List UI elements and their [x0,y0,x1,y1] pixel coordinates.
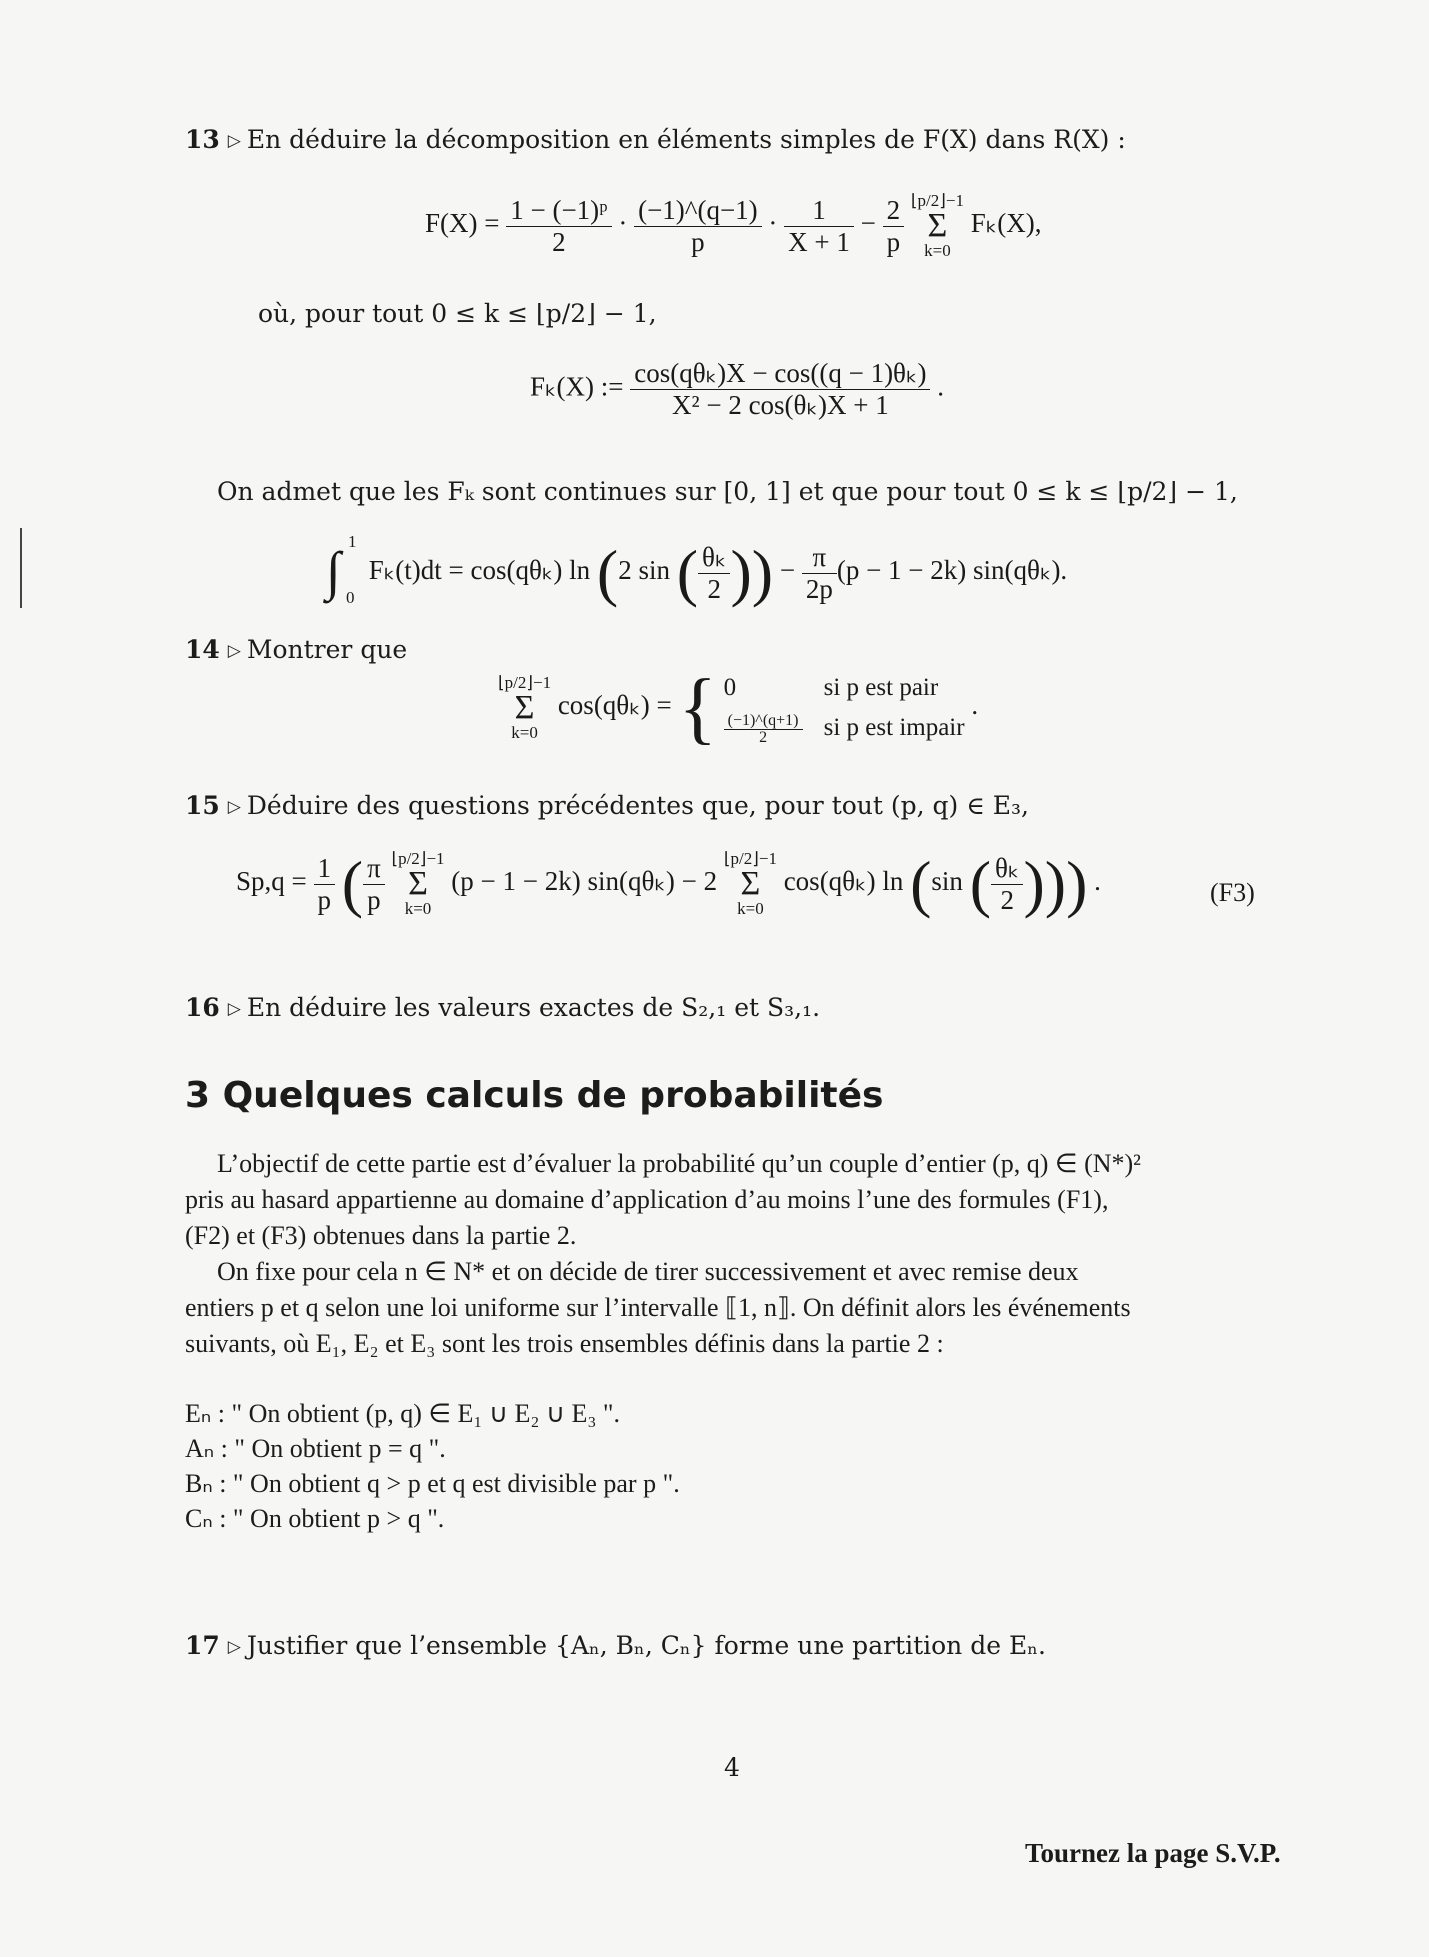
question-number: 16 [185,993,220,1022]
numerator: (−1)^(q−1) [634,195,762,227]
where-clause: où, pour tout 0 ≤ k ≤ ⌊p/2⌋ − 1, [258,299,657,328]
minus: − [860,208,876,239]
paragraph-line: L’objectif de cette partie est d’évaluer la probabilité qu’un couple d’entier (p, q) ∈ (N*)² [217,1149,1141,1178]
intro-paragraph [185,1146,1295,1254]
paren: ) [1044,848,1067,919]
sum-operator [724,850,777,918]
sum-operator [911,192,964,260]
numerator: cos(qθₖ)X − cos((q − 1)θₖ) [630,358,930,390]
question-15 [185,790,1029,823]
numerator: π [802,542,837,574]
integral-lower: 0 [346,588,355,607]
question-text: En déduire la décomposition en éléments simples de F(X) dans R(X) : [246,125,1126,154]
triangle-icon: ▷ [227,1637,241,1657]
denominator: 2p [805,573,833,604]
numerator: 1 − (−1)ᵖ [506,195,611,227]
fraction [802,542,837,605]
paren: ( [969,848,991,919]
question-number: 13 [185,125,220,154]
question-text: En déduire les valeurs exactes de S₂,₁ et S₃,₁. [246,993,821,1022]
question-17 [185,1630,1046,1663]
numerator: 1 [314,853,336,885]
event-item: Cₙ : " On obtient p > q ". [185,1504,445,1533]
triangle-icon: ▷ [227,641,241,661]
fraction [634,195,762,258]
period: . [937,371,944,402]
question-text: Justifier que l’ensemble {Aₙ, Bₙ, Cₙ} forme une partition de Eₙ. [246,1631,1046,1660]
denominator: p [886,226,901,257]
denominator: X² − 2 cos(θₖ)X + 1 [672,390,889,420]
fk-definition [530,358,944,421]
sum-upper: ⌊p/2⌋−1 [723,849,777,868]
case-fraction [724,713,824,746]
cases [724,668,965,748]
integral-body: Fₖ(t)dt = cos(qθₖ) ln [368,555,591,586]
paren: ) [1023,848,1045,919]
fx-tail: Fₖ(X), [970,208,1042,239]
denominator: 2 [759,728,768,746]
sigma: Σ [408,865,428,902]
s-sin: sin [931,866,963,897]
question-13 [185,124,1126,157]
brace: { [678,664,717,752]
denominator: 2 [707,573,721,604]
fraction [630,358,930,421]
triangle-icon: ▷ [227,131,241,151]
fraction [314,853,336,916]
event-item: Bₙ : " On obtient q > p et q est divisible par p ". [185,1469,680,1498]
denominator: 2 [1000,884,1014,915]
paren: ( [910,848,932,919]
event-list [185,1396,680,1536]
fraction [698,542,730,605]
sum-lower: k=0 [511,723,538,742]
s-lhs: Sp,q = [236,866,307,897]
fraction [991,853,1023,916]
sum-lower: k=0 [404,899,432,918]
numerator: θₖ [991,853,1023,885]
cos-term: cos(qθₖ) = [557,690,672,721]
triangle-icon: ▷ [227,999,241,1019]
sigma: Σ [740,865,761,902]
dot: · [618,208,628,239]
numerator: (−1)^(q+1) [724,713,803,730]
denominator: p [367,884,381,915]
denominator: 2 [552,226,566,257]
event-item: Aₙ : " On obtient p = q ". [185,1434,446,1463]
turn-page-note: Tournez la page S.V.P. [1025,1838,1281,1868]
event-item: Eₙ : " On obtient (p, q) ∈ E₁ ∪ E₂ ∪ E₃ ". [185,1399,621,1428]
margin-mark [20,528,22,608]
paren: ) [730,537,752,608]
setup-paragraph [185,1254,1295,1362]
question-number: 14 [185,635,220,664]
triangle-icon: ▷ [227,797,241,817]
dot: · [768,208,778,239]
paragraph-line: pris au hasard appartienne au domaine d’application d’au moins l’une des formules (F1), [185,1185,1109,1214]
paren: ) [1066,848,1088,919]
page-number: 4 [724,1753,740,1782]
integral-sign: ∫ [326,541,341,601]
paren: ( [341,848,364,919]
integral-formula [322,532,1068,608]
fk-lhs: Fₖ(X) := [530,371,624,402]
question-16 [185,992,820,1025]
question-text: Montrer que [246,635,408,664]
sigma: Σ [514,689,535,726]
denominator: p [317,884,331,915]
fraction [883,195,905,258]
numerator: 1 [784,195,854,227]
question-text: Déduire des questions précédentes que, pour tout (p, q) ∈ E₃, [246,791,1029,820]
sin-term: 2 sin [618,555,670,586]
case-value: 0 [723,674,737,701]
paren: ( [676,537,699,608]
case-even [724,668,965,708]
case-condition: si p est impair [823,714,965,741]
s-middle: (p − 1 − 2k) sin(qθₖ) − 2 [451,866,718,897]
sum-upper: ⌊p/2⌋−1 [910,191,964,210]
period: . [1094,866,1101,897]
sigma: Σ [927,207,948,244]
minus: − [779,555,796,586]
sum-upper: ⌊p/2⌋−1 [498,673,552,692]
formula-tag: (F3) [1210,878,1255,907]
numerator: π [363,853,385,885]
section-title: 3 Quelques calculs de probabilités [185,1075,884,1116]
sum-upper: ⌊p/2⌋−1 [391,849,445,868]
cos-sum-formula [498,664,979,752]
period: . [971,690,979,721]
admit-statement: On admet que les Fₖ sont continues sur [0, 1] et que pour tout 0 ≤ k ≤ ⌊p/2⌋ − 1, [217,477,1238,506]
spq-formula [236,850,1101,918]
paragraph-line: (F2) et (F3) obtenues dans la partie 2. [185,1221,577,1250]
case-condition: si p est pair [823,674,939,701]
integral [322,532,362,608]
numerator: θₖ [698,542,730,574]
numerator: 2 [883,195,905,227]
paren: ( [596,537,619,608]
integral-tail: (p − 1 − 2k) sin(qθₖ). [836,555,1068,586]
fraction [724,713,803,746]
paragraph-line: suivants, où E₁, E₂ et E₃ sont les trois ensembles définis dans la partie 2 : [185,1329,944,1358]
s-cos: cos(qθₖ) ln [783,866,904,897]
paragraph-line: entiers p et q selon une loi uniforme sur l’intervalle ⟦1, n⟧. On définit alors les événements [185,1293,1131,1322]
fx-lhs: F(X) = [425,208,500,239]
paragraph-line: On fixe pour cela n ∈ N* et on décide de tirer successivement et avec remise deux [217,1257,1079,1286]
denominator: p [691,226,705,257]
sum-lower: k=0 [924,241,951,260]
fraction [784,195,854,258]
fraction [363,853,385,916]
question-14 [185,634,407,667]
sum-lower: k=0 [737,899,764,918]
sum-operator [391,850,444,918]
case-odd [724,708,965,748]
integral-upper: 1 [348,532,357,551]
fx-formula [425,192,1041,260]
fraction [506,195,611,258]
question-number: 17 [185,1631,220,1660]
paren: ) [751,537,774,608]
denominator: X + 1 [788,226,850,257]
question-number: 15 [185,791,220,820]
sum-operator [498,674,551,742]
